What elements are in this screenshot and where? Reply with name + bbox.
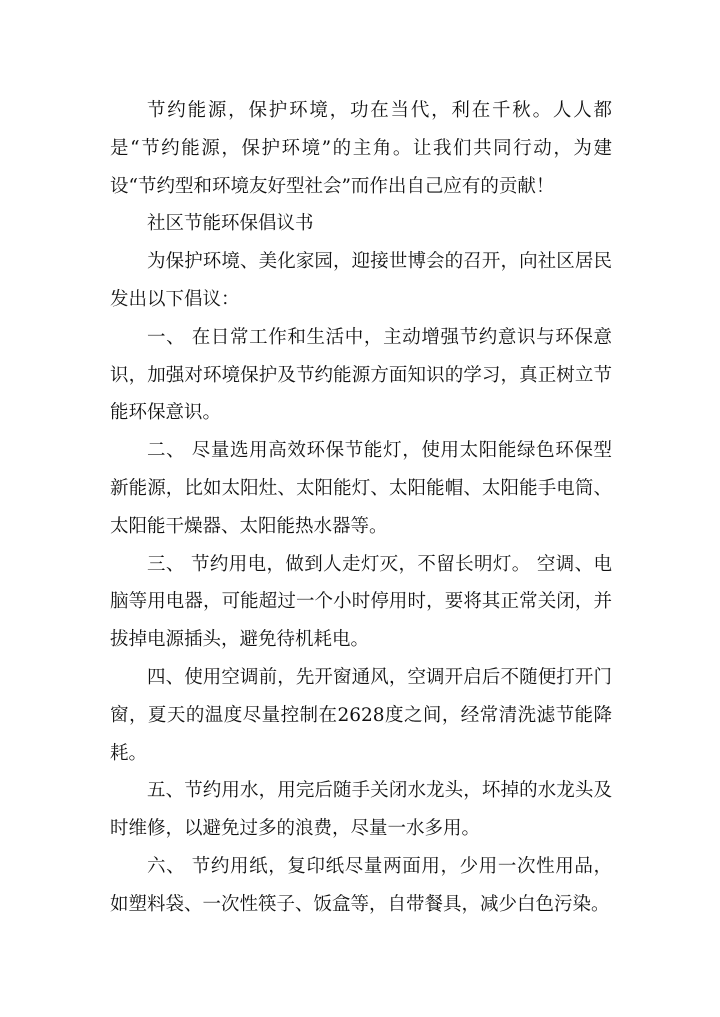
proposal-item-1: 一、 在日常工作和生活中，主动增强节约意识与环保意识，加强对环境保护及节约能源方面知识的学习，真正树立节能环保意识。 [110,326,612,424]
proposal-item-3: 三、 节约用电，做到人走灯灭，不留长明灯。 空调、电脑等用电器，可能超过一个小时停用时，要将其正常关闭，并拔掉电源插头，避免待机耗电。 [110,553,612,651]
intro-paragraph: 为保护环境、美化家园，迎接世博会的召开，向社区居民发出以下倡议： [110,251,612,310]
closing-paragraph: 节约能源，保护环境，功在当代，利在千秋。人人都是“节约能源，保护环境”的主角。让我们共同行动，为建设“节约型和环境友好型社会”而作出自己应有的贡献！ [110,100,612,197]
proposal-item-2: 二、 尽量选用高效环保节能灯，使用太阳能绿色环保型新能源，比如太阳灶、太阳能灯、太阳能帽、太阳能手电筒、太阳能干燥器、太阳能热水器等。 [110,440,612,537]
proposal-item-4: 四、使用空调前，先开窗通风，空调开启后不随便打开门窗，夏天的温度尽量控制在2628度之间，经常清洗滤节能降耗。 [110,666,612,764]
proposal-item-5: 五、节约用水，用完后随手关闭水龙头，坏掉的水龙头及时维修，以避免过多的浪费，尽量一水多用。 [110,780,612,840]
document-body [110,92,612,924]
document-title: 社区节能环保倡议书 [147,213,314,235]
proposal-item-6: 六、 节约用纸，复印纸尽量两面用，少用一次性用品，如塑料袋、一次性筷子、饭盒等，自带餐具，减少白色污染。 [110,855,612,915]
